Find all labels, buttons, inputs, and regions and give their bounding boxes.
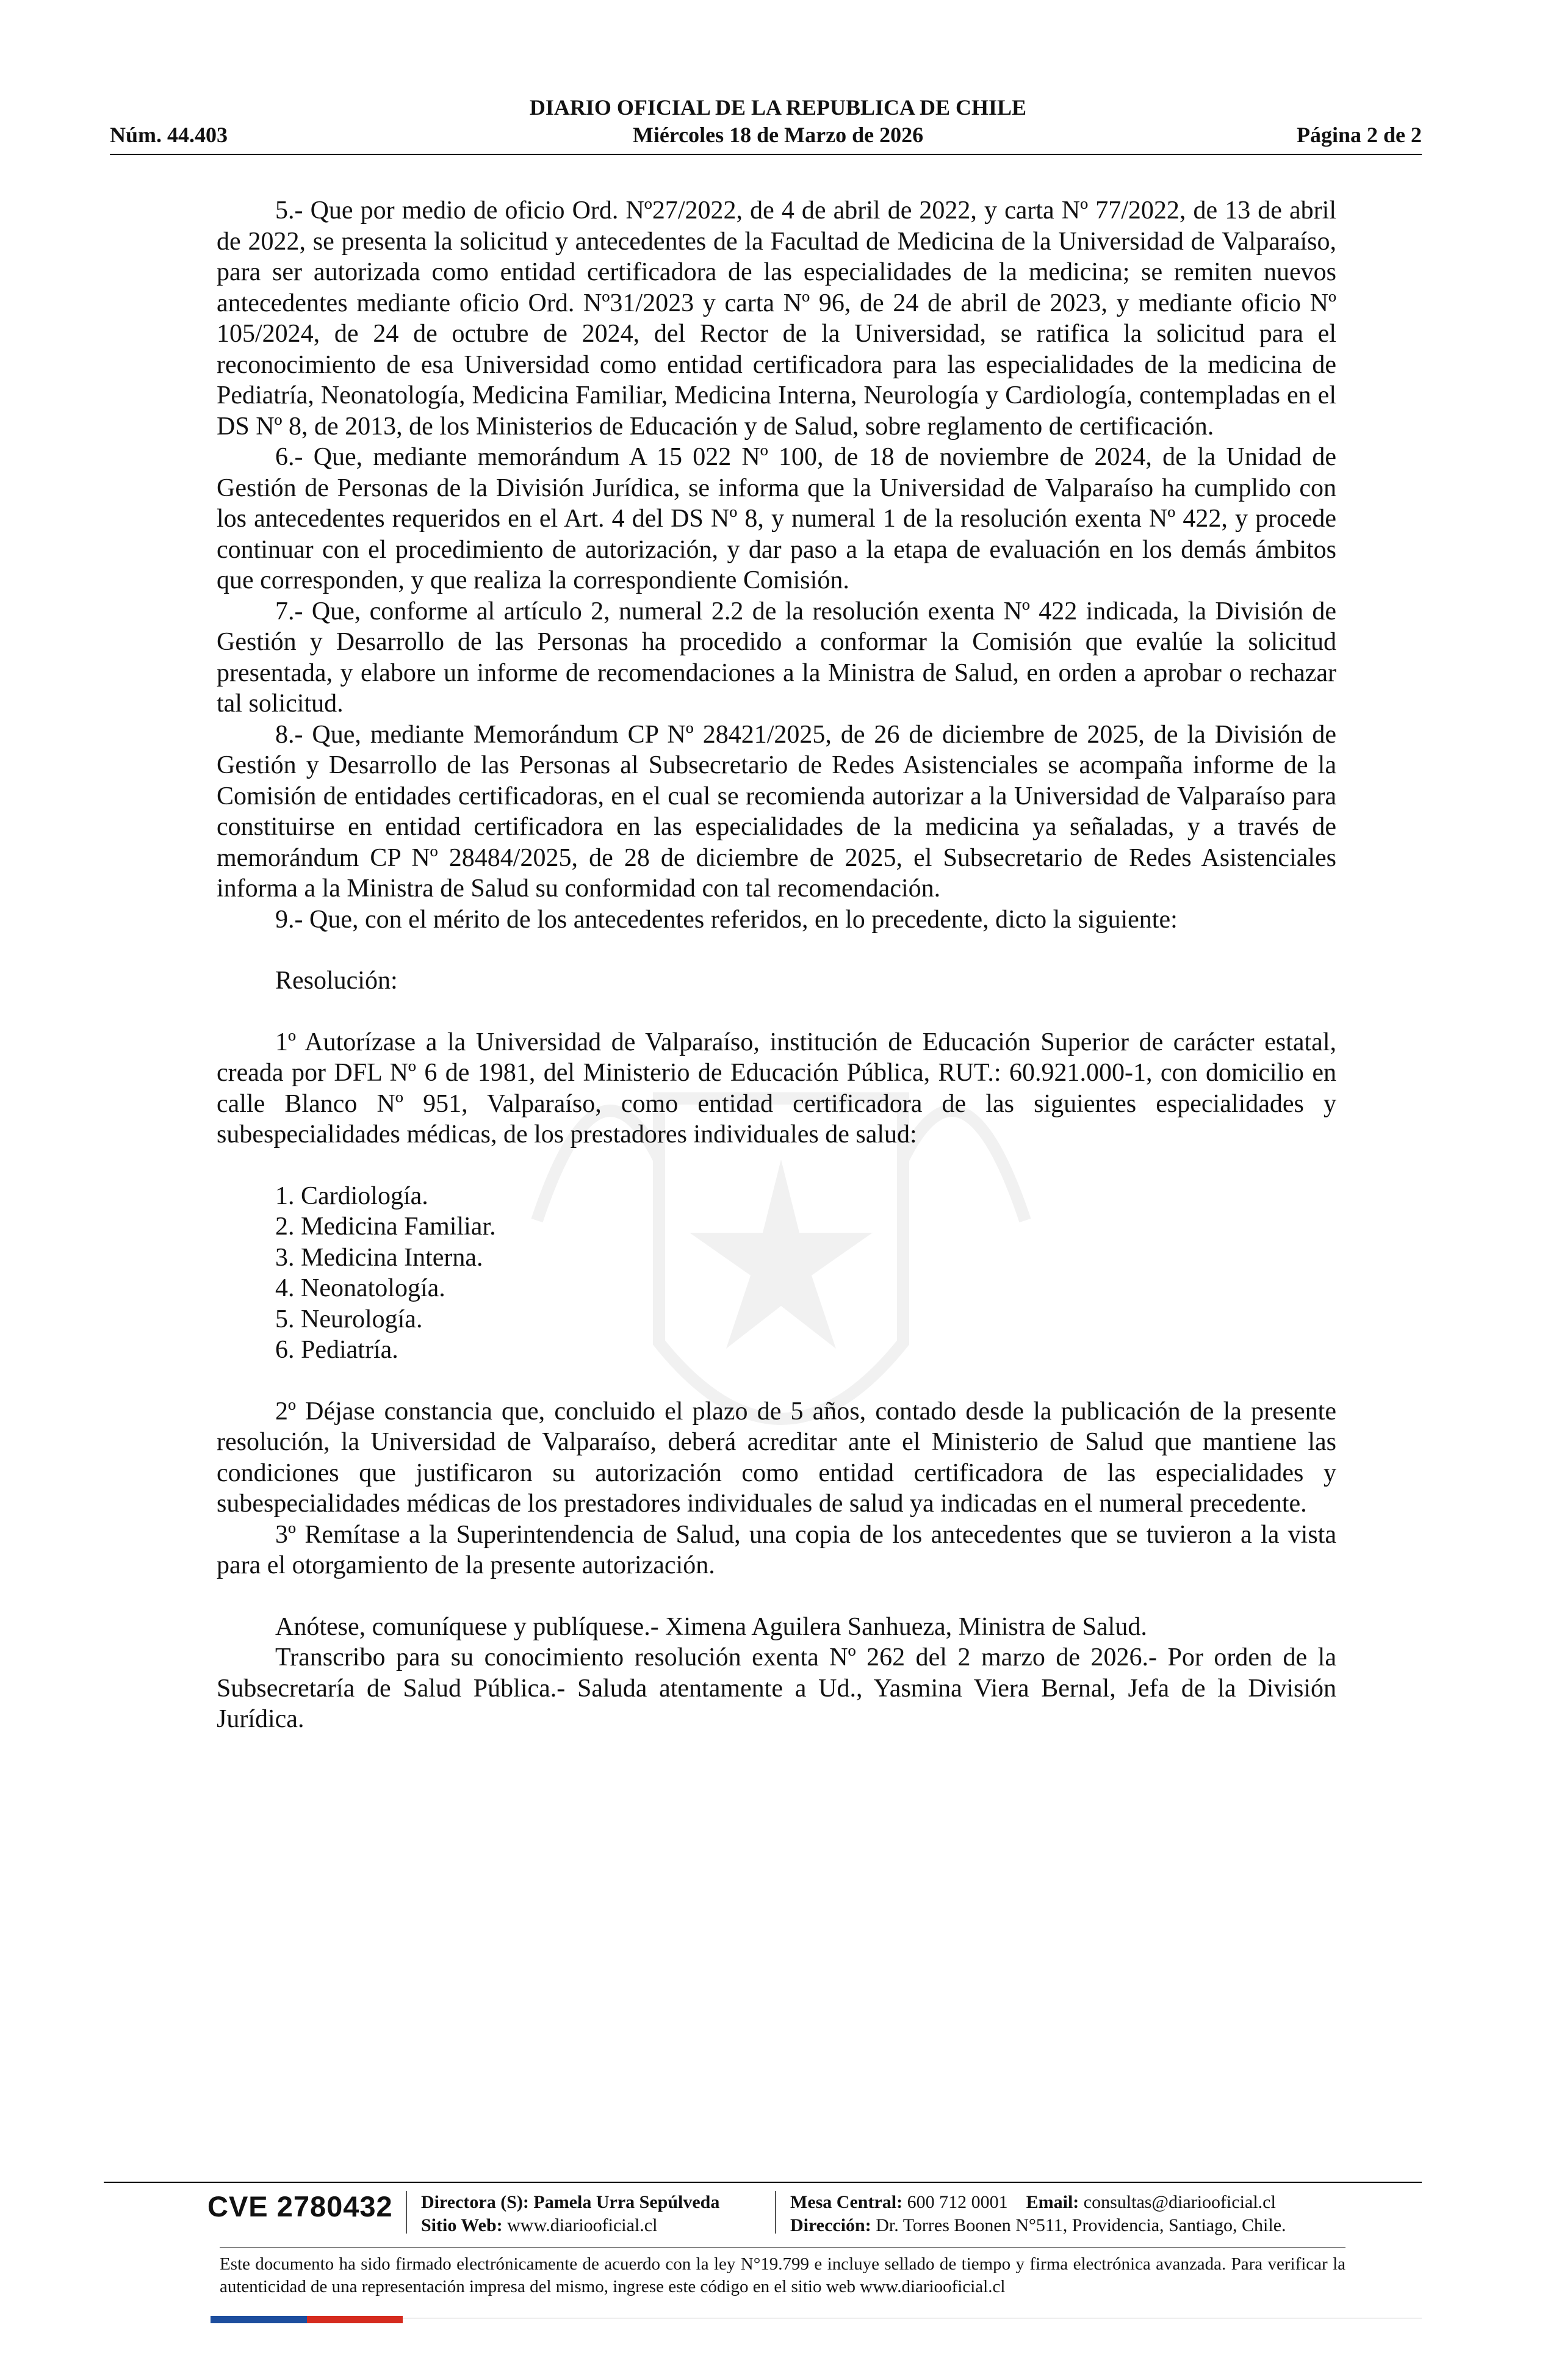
paragraph-8: 8.- Que, mediante Memorándum CP Nº 28421/2025, de 26 de diciembre de 2025, de la División de Gestión y Desarrollo de las Personas al Subsecretario de Redes Asistenciales se acompaña informe de la Comisión de entidades certificadoras, en el cual se recomienda autorizar a la Universidad de Valparaíso para constituirse en entidad certificadora en las especialidades de la medicina ya señaladas, y a través de memorándum CP Nº 28484/2025, de 28 de diciembre de 2025, el Subsecretario de Redes Asistenciales informa a la Ministra de Salud su conformidad con tal recomendación. — [217, 720, 1336, 903]
resolution-item-1: 1º Autorízase a la Universidad de Valparaíso, institución de Educación Superior de carácter estatal, creada por DFL Nº 6 de 1981, del Ministerio de Educación Pública, RUT.: 60.921.000-1, con domicilio en calle Blanco Nº 951, Valparaíso, como entidad certificadora de las siguientes especialidades y subespecialidades médicas, de los prestadores individuales de salud: — [217, 1028, 1336, 1149]
transcription-note: Transcribo para su conocimiento resolución exenta Nº 262 del 2 marzo de 2026.- Por orden de la Subsecretaría de Salud Pública.- Saluda atentamente a Ud., Yasmina Viera Bernal, Jefa de la División Jurídica. — [217, 1643, 1336, 1733]
header-divider — [110, 154, 1422, 155]
paragraph-7: 7.- Que, conforme al artículo 2, numeral 2.2 de la resolución exenta Nº 422 indicada, la División de Gestión y Desarrollo de las Personas ha procedido a conformar la Comisión que evalúe la solicitud presentada, y elabore un informe de recomendaciones a la Ministra de Salud, en orden a aprobar o rechazar tal solicitud. — [217, 597, 1336, 718]
website-link[interactable]: www.diariooficial.cl — [507, 2215, 658, 2235]
page-number: Página 2 de 2 — [1296, 123, 1422, 147]
resolution-item-3: 3º Remítase a la Superintendencia de Salud, una copia de los antecedentes que se tuvieron a la vista para el otorgamiento de la presente autorización. — [217, 1520, 1336, 1579]
specialty-item: 5. Neurología. — [275, 1305, 423, 1333]
specialty-item: 3. Medicina Interna. — [275, 1243, 483, 1272]
flag-red-segment — [307, 2316, 403, 2323]
phone-label: Mesa Central: — [790, 2192, 903, 2212]
footer-separator — [775, 2191, 776, 2234]
footer-separator — [406, 2191, 407, 2234]
newspaper-title: DIARIO OFICIAL DE LA REPUBLICA DE CHILE — [529, 95, 1027, 120]
footer-divider — [104, 2182, 1422, 2183]
specialties-list — [217, 1181, 1336, 1366]
specialty-item: 4. Neonatología. — [275, 1274, 445, 1302]
paragraph-5: 5.- Que por medio de oficio Ord. Nº27/2022, de 4 de abril de 2022, y carta Nº 77/2022, de 13 de abril de 2022, se presenta la solicitud y antecedentes de la Facultad de Medicina de la Universidad de Valparaíso, para ser autorizada como entidad certificadora de las especialidades de la medicina; se remiten nuevos antecedentes mediante oficio Ord. Nº31/2023 y carta Nº 96, de 24 de abril de 2023, y mediante oficio Nº 105/2024, de 24 de octubre de 2024, del Rector de la Universidad, se ratifica la solicitud para el reconocimiento de esa Universidad como entidad certificadora para las especialidades de la medicina de Pediatría, Neonatología, Medicina Familiar, Medicina Interna, Neurología y Cardiología, contempladas en el DS Nº 8, de 2013, de los Ministerios de Educación y de Salud, sobre reglamento de certificación. — [217, 197, 1336, 441]
footer-director-block — [421, 2191, 719, 2237]
specialty-item: 1. Cardiología. — [275, 1181, 428, 1210]
email-link[interactable]: consultas@diariooficial.cl — [1083, 2192, 1276, 2212]
flag-blue-segment — [211, 2316, 307, 2323]
address-label: Dirección: — [790, 2215, 871, 2235]
email-label: Email: — [1026, 2192, 1079, 2212]
flag-stripe — [211, 2316, 403, 2323]
resolution-item-2: 2º Déjase constancia que, concluido el plazo de 5 años, contado desde la publicación de la presente resolución, la Universidad de Valparaíso, deberá acreditar ante el Ministerio de Salud que mantiene las condiciones que justificaron su autorización como entidad certificadora de las especialidades y subespecialidades médicas de los prestadores individuales de salud ya indicadas en el numeral precedente. — [217, 1397, 1336, 1518]
director-label: Directora (S): — [421, 2192, 529, 2212]
website-label: Sitio Web: — [421, 2215, 503, 2235]
resolution-heading: Resolución: — [275, 967, 398, 995]
issue-date: Miércoles 18 de Marzo de 2026 — [632, 123, 924, 147]
director-name: Pamela Urra Sepúlveda — [533, 2192, 720, 2212]
specialty-item: 2. Medicina Familiar. — [275, 1213, 496, 1241]
paragraph-6: 6.- Que, mediante memorándum A 15 022 Nº 100, de 18 de noviembre de 2024, de la Unidad de Gestión de Personas de la División Jurídica, se informa que la Universidad de Valparaíso ha cumplido con los antecedentes requeridos en el Art. 4 del DS Nº 8, y numeral 1 de la resolución exenta Nº 422, y procede continuar con el procedimiento de autorización, y dar paso a la etapa de evaluación en los demás ámbitos que corresponden, y que realiza la correspondiente Comisión. — [217, 443, 1336, 594]
signature-notice: Este documento ha sido firmado electrónicamente de acuerdo con la ley N°19.799 e incluye sellado de tiempo y firma electrónica avanzada. Para verificar la autenticidad de una representación impresa del mismo, ingrese este código en el sitio web www.diariooficial.cl — [220, 2254, 1345, 2296]
issue-number: Núm. 44.403 — [110, 123, 228, 147]
cve-code: CVE 2780432 — [207, 2190, 393, 2223]
footer-contact-block — [790, 2191, 1286, 2237]
address-text: Dr. Torres Boonen N°511, Providencia, Santiago, Chile. — [876, 2215, 1286, 2235]
phone-number: 600 712 0001 — [907, 2192, 1008, 2212]
paragraph-9: 9.- Que, con el mérito de los antecedentes referidos, en lo precedente, dicto la siguiente: — [275, 905, 1178, 934]
closing-line: Anótese, comuníquese y publíquese.- Ximena Aguilera Sanhueza, Ministra de Salud. — [275, 1612, 1147, 1641]
footer-inner-divider — [220, 2247, 1345, 2248]
specialty-item: 6. Pediatría. — [275, 1336, 398, 1364]
document-body — [217, 195, 1336, 1735]
